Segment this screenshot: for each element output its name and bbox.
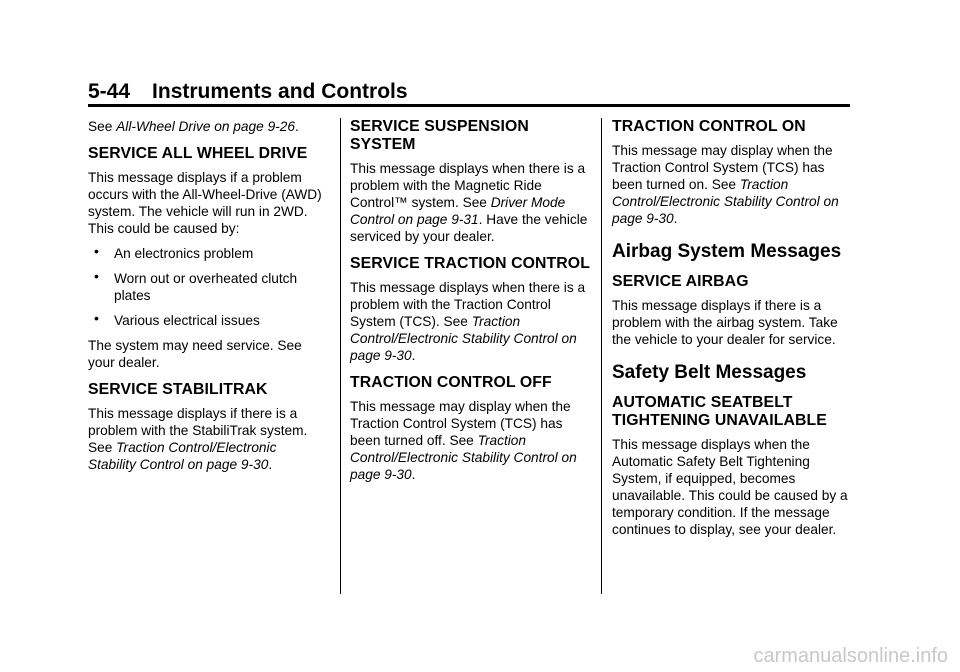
heading-service-traction: SERVICE TRACTION CONTROL [350,255,590,272]
page-number: 5-44 [88,80,131,103]
bullet-icon: • [94,310,99,326]
list-item: • Various electrical issues [94,310,260,328]
cross-reference: Driver Mode Control on page 9-31 [350,195,566,227]
heading-service-airbag: SERVICE AIRBAG [612,273,749,290]
header-rule [88,104,850,107]
seatbelt-body: This message displays when the Automatic Safety Belt Tightening System, if equipped, becomes unavailable. This could be caused by a temporary condition. If the message continues to display, see your dealer. [612,437,848,537]
traction-service-body: This message displays when there is a problem with the Traction Control System (TCS). See Traction Control/Electronic Stability Control on page 9-30. [350,280,586,363]
list-item: • Worn out or overheated clutch plates [94,268,298,303]
bullet-icon: • [94,243,99,259]
awd-closing: The system may need service. See your dealer. [88,338,302,370]
cross-reference: Traction Control/Electronic Stability Control on page 9-30 [88,440,277,472]
cross-reference: All-Wheel Drive on page 9-26 [116,119,295,134]
column-2 [350,118,594,491]
column-3 [612,118,852,546]
column-divider-1 [340,118,341,594]
heading-service-stabilitrak: SERVICE STABILITRAK [88,381,268,398]
heading-traction-on: TRACTION CONTROL ON [612,118,806,135]
traction-on-body: This message may display when the Traction Control System (TCS) has been turned on. See Traction Control/Electronic Stability Control on page 9-30. [612,143,839,226]
watermark: carmanualsonline.info [753,645,948,667]
traction-off-body: This message may display when the Traction Control System (TCS) has been turned off. See Traction Control/Electronic Stability Control on page 9-30. [350,399,577,482]
heading-seatbelt-unavailable: AUTOMATIC SEATBELT TIGHTENING UNAVAILABLE [612,394,827,429]
section-title: Instruments and Controls [152,80,408,103]
cross-reference: Traction Control/Electronic Stability Control on page 9-30 [350,314,577,363]
cross-reference: Traction Control/Electronic Stability Control on page 9-30 [350,433,577,482]
intro-paragraph: See All-Wheel Drive on page 9-26. [88,119,299,134]
section-safety-belt-messages: Safety Belt Messages [612,362,807,383]
cross-reference: Traction Control/Electronic Stability Control on page 9-30 [612,177,839,226]
awd-body: This message displays if a problem occurs with the All-Wheel-Drive (AWD) system. The vehicle will run in 2WD. This could be caused by: [88,170,322,236]
heading-service-awd: SERVICE ALL WHEEL DRIVE [88,145,308,162]
awd-cause-list [88,245,328,329]
page-header [88,80,408,104]
list-item: • An electronics problem [94,243,254,261]
airbag-body: This message displays if there is a problem with the airbag system. Take the vehicle to your dealer for service. [612,298,838,347]
column-1 [88,118,328,481]
heading-service-suspension: SERVICE SUSPENSION SYSTEM [350,118,529,153]
section-airbag-messages: Airbag System Messages [612,241,842,262]
column-divider-2 [601,118,602,594]
suspension-body: This message displays when there is a problem with the Magnetic Ride Control™ system. See Driver Mode Control on page 9-31. Have the vehicle serviced by your dealer. [350,161,588,244]
stabilitrak-body: This message displays if there is a problem with the StabiliTrak system. See Traction Control/Electronic Stability Control on page 9-30. [88,406,308,472]
bullet-icon: • [94,268,99,284]
heading-traction-off: TRACTION CONTROL OFF [350,374,552,391]
